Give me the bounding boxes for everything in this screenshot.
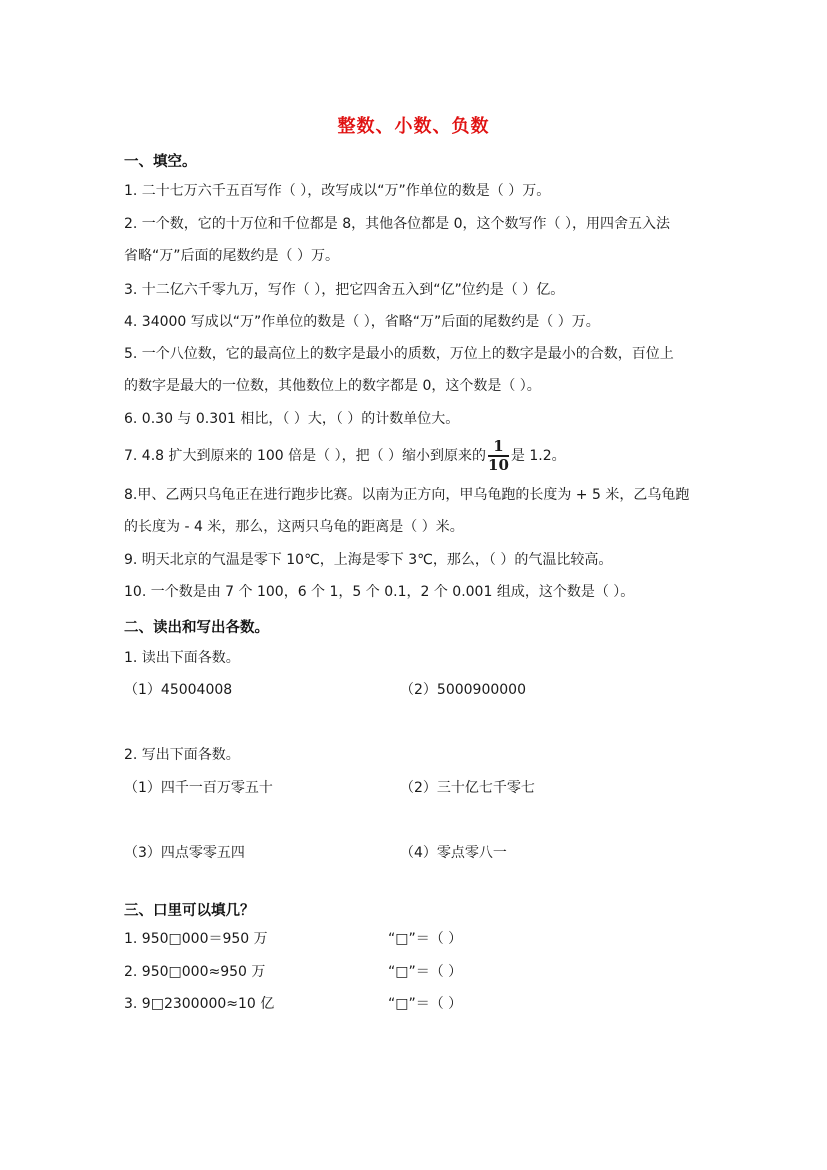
question-2-line-2: 省略“万”后面的尾数约是（ ）万。 (124, 248, 339, 264)
section-3-heading: 三、口里可以填几？ (124, 903, 255, 919)
question-2-line-1: 2. 一个数，它的十万位和千位都是 8，其他各位都是 0，这个数写作（ ），用四舍五入法 (124, 216, 670, 232)
section-2-heading: 二、读出和写出各数。 (124, 620, 269, 636)
write-item-4: （4）零点零八一 (400, 845, 507, 861)
read-item-1: （1）45004008 (124, 682, 233, 698)
question-8-line-2: 的长度为 - 4 米，那么，这两只乌龟的距离是（ ）米。 (124, 519, 464, 535)
fraction-denominator: 10 (488, 456, 509, 474)
question-6: 6. 0.30 与 0.301 相比，（ ）大，（ ）的计数单位大。 (124, 411, 460, 427)
fill-item-3-answer: “□”＝（ ） (388, 996, 463, 1012)
question-8-line-1: 8.甲、乙两只乌龟正在进行跑步比赛。以南为正方向，甲乌龟跑的长度为 + 5 米，乙乌龟跑 (124, 487, 690, 503)
write-item-2: （2）三十亿七千零七 (400, 780, 535, 796)
question-1: 1. 二十七万六千五百写作（ ），改写成以“万”作单位的数是（ ）万。 (124, 183, 551, 199)
write-item-1: （1）四千一百万零五十 (124, 780, 273, 796)
question-4: 4. 34000 写成以“万”作单位的数是（ ），省略“万”后面的尾数约是（ ）万。 (124, 314, 600, 330)
question-5-line-2: 的数字是最大的一位数，其他数位上的数字都是 0，这个数是（ ）。 (124, 378, 541, 394)
fill-item-3-expr: 3. 9□2300000≈10 亿 (124, 996, 275, 1012)
fill-item-2-answer: “□”＝（ ） (388, 964, 463, 980)
subsection-read: 1. 读出下面各数。 (124, 650, 240, 666)
question-5-line-1: 5. 一个八位数，它的最高位上的数字是最小的质数，万位上的数字是最小的合数，百位上 (124, 346, 674, 362)
question-9: 9. 明天北京的气温是零下 10℃，上海是零下 3℃，那么，（ ）的气温比较高。 (124, 552, 613, 568)
question-3: 3. 十二亿六千零九万，写作（ ），把它四舍五入到“亿”位约是（ ）亿。 (124, 282, 565, 298)
fraction-one-tenth (488, 439, 509, 473)
question-7 (124, 436, 566, 476)
question-7-before: 7. 4.8 扩大到原来的 100 倍是（ ），把（ ）缩小到原来的 (124, 448, 487, 464)
section-1-heading: 一、填空。 (124, 154, 197, 170)
fill-item-1-expr: 1. 950□000＝950 万 (124, 931, 268, 947)
page-title: 整数、小数、负数 (337, 116, 490, 137)
fill-item-2-expr: 2. 950□000≈950 万 (124, 964, 266, 980)
write-item-3: （3）四点零零五四 (124, 845, 245, 861)
question-10: 10. 一个数是由 7 个 100，6 个 1，5 个 0.1，2 个 0.001 组成，这个数是（ ）。 (124, 584, 635, 600)
question-7-after: 是 1.2。 (510, 448, 566, 464)
read-item-2: （2）5000900000 (400, 682, 526, 698)
subsection-write: 2. 写出下面各数。 (124, 747, 240, 763)
fill-item-1-answer: “□”＝（ ） (388, 931, 463, 947)
fraction-numerator: 1 (488, 439, 509, 457)
